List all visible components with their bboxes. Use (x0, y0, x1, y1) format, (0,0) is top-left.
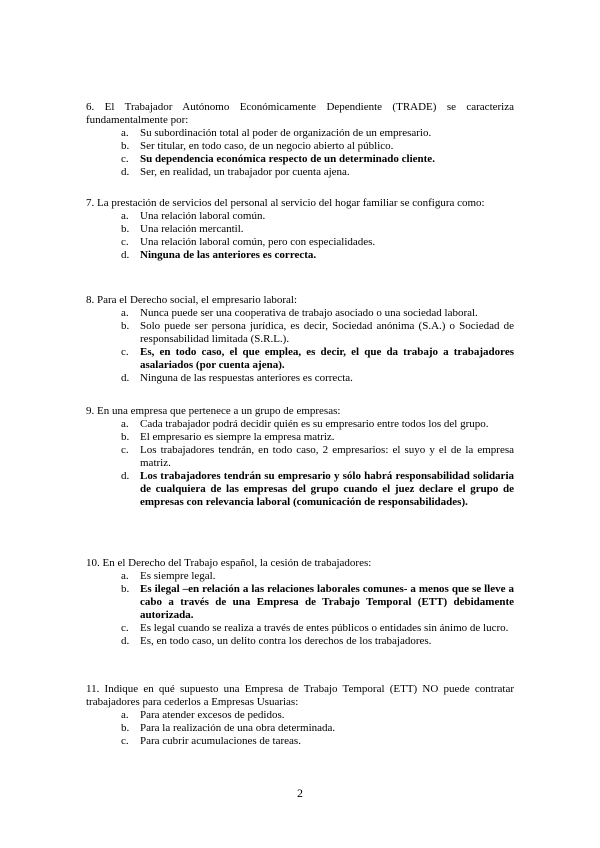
option-letter: c. (121, 236, 129, 248)
question-7 (86, 197, 514, 262)
option-text: Es legal cuando se realiza a través de entes públicos o entidades sin ánimo de lucro. (140, 622, 509, 634)
option-c-correct (86, 153, 514, 166)
question-stem: 6. El Trabajador Autónomo Económicamente Dependiente (TRADE) se caracteriza fundamentalmente por: (86, 101, 514, 126)
option-a (86, 307, 514, 320)
question-6 (86, 101, 514, 179)
option-letter: a. (121, 418, 129, 430)
option-c (86, 622, 514, 635)
question-stem: 9. En una empresa que pertenece a un grupo de empresas: (86, 405, 341, 417)
option-letter: a. (121, 570, 129, 582)
option-text: Es ilegal –en relación a las relaciones laborales comunes- a menos que se lleve a cabo a través de una Empresa de Trabajo Temporal (ETT) debidamente autorizada. (140, 583, 514, 621)
option-letter: d. (121, 635, 130, 647)
option-text: Su subordinación total al poder de organización de un empresario. (140, 127, 432, 139)
option-a (86, 418, 514, 431)
page-number: 2 (297, 786, 303, 800)
option-text: Cada trabajador podrá decidir quién es su empresario entre todos los del grupo. (140, 418, 489, 430)
option-b (86, 320, 514, 346)
option-letter: b. (121, 320, 130, 332)
option-a (86, 570, 514, 583)
options-list (86, 418, 514, 509)
options-list (86, 210, 514, 262)
option-c (86, 236, 514, 249)
option-text: Es, en todo caso, el que emplea, es decir, el que da trabajo a trabajadores asalariados (por cuenta ajena). (140, 346, 514, 371)
option-b (86, 223, 514, 236)
option-letter: b. (121, 722, 130, 734)
question-10 (86, 557, 514, 648)
option-letter: b. (121, 583, 130, 595)
option-letter: a. (121, 127, 129, 139)
option-text: Solo puede ser persona jurídica, es decir, Sociedad anónima (S.A.) o Sociedad de responsabilidad limitada (S.R.L.). (140, 320, 514, 345)
option-text: Una relación mercantil. (140, 223, 244, 235)
question-9 (86, 405, 514, 509)
option-letter: d. (121, 470, 130, 482)
option-letter: c. (121, 444, 129, 456)
option-text: Ser titular, en todo caso, de un negocio abierto al público. (140, 140, 394, 152)
option-letter: c. (121, 735, 129, 747)
question-stem: 8. Para el Derecho social, el empresario laboral: (86, 294, 298, 306)
option-letter: b. (121, 431, 130, 443)
option-letter: d. (121, 372, 130, 384)
option-d (86, 635, 514, 648)
option-text: Ser, en realidad, un trabajador por cuenta ajena. (140, 166, 350, 178)
options-list (86, 570, 514, 648)
option-letter: d. (121, 249, 130, 261)
option-d (86, 372, 514, 385)
option-text: Es siempre legal. (140, 570, 216, 582)
option-a (86, 210, 514, 223)
option-letter: b. (121, 140, 130, 152)
option-text: Los trabajadores tendrán su empresario y sólo habrá responsabilidad solidaria de cualquiera de las empresas del grupo cuando el juez declare el grupo de empresas con relevancia laboral (comunicación de responsabilidades). (140, 470, 514, 508)
option-letter: c. (121, 622, 129, 634)
option-b (86, 431, 514, 444)
option-c (86, 444, 514, 470)
option-text: Es, en todo caso, un delito contra los derechos de los trabajadores. (140, 635, 432, 647)
option-text: Su dependencia económica respecto de un determinado cliente. (140, 153, 435, 165)
option-c-correct (86, 346, 514, 372)
question-8 (86, 294, 514, 385)
option-a (86, 127, 514, 140)
option-a (86, 709, 514, 722)
options-list (86, 127, 514, 179)
option-text: El empresario es siempre la empresa matriz. (140, 431, 335, 443)
option-text: Nunca puede ser una cooperativa de trabajo asociado o una sociedad laboral. (140, 307, 478, 319)
option-c (86, 735, 514, 748)
option-letter: b. (121, 223, 130, 235)
option-letter: c. (121, 346, 129, 358)
option-text: Para cubrir acumulaciones de tareas. (140, 735, 301, 747)
question-stem: 7. La prestación de servicios del personal al servicio del hogar familiar se configura como: (86, 197, 485, 209)
option-letter: d. (121, 166, 130, 178)
option-text: Los trabajadores tendrán, en todo caso, 2 empresarios: el suyo y el de la empresa matriz. (140, 444, 514, 469)
option-text: Ninguna de las respuestas anteriores es correcta. (140, 372, 353, 384)
option-b (86, 140, 514, 153)
option-letter: a. (121, 709, 129, 721)
option-text: Una relación laboral común, pero con especialidades. (140, 236, 376, 248)
option-d-correct (86, 470, 514, 509)
option-text: Ninguna de las anteriores es correcta. (140, 249, 317, 261)
option-letter: a. (121, 307, 129, 319)
option-b (86, 722, 514, 735)
option-text: Para atender excesos de pedidos. (140, 709, 285, 721)
option-text: Para la realización de una obra determinada. (140, 722, 336, 734)
option-b-correct (86, 583, 514, 622)
options-list (86, 709, 514, 748)
option-letter: c. (121, 153, 129, 165)
question-stem: 10. En el Derecho del Trabajo español, la cesión de trabajadores: (86, 557, 372, 569)
options-list (86, 307, 514, 385)
option-d-correct (86, 249, 514, 262)
question-stem: 11. Indique en qué supuesto una Empresa de Trabajo Temporal (ETT) NO puede contratar trabajadores para cederlos a Empresas Usuarias: (86, 683, 514, 708)
option-text: Una relación laboral común. (140, 210, 266, 222)
option-letter: a. (121, 210, 129, 222)
question-11 (86, 683, 514, 748)
option-d (86, 166, 514, 179)
